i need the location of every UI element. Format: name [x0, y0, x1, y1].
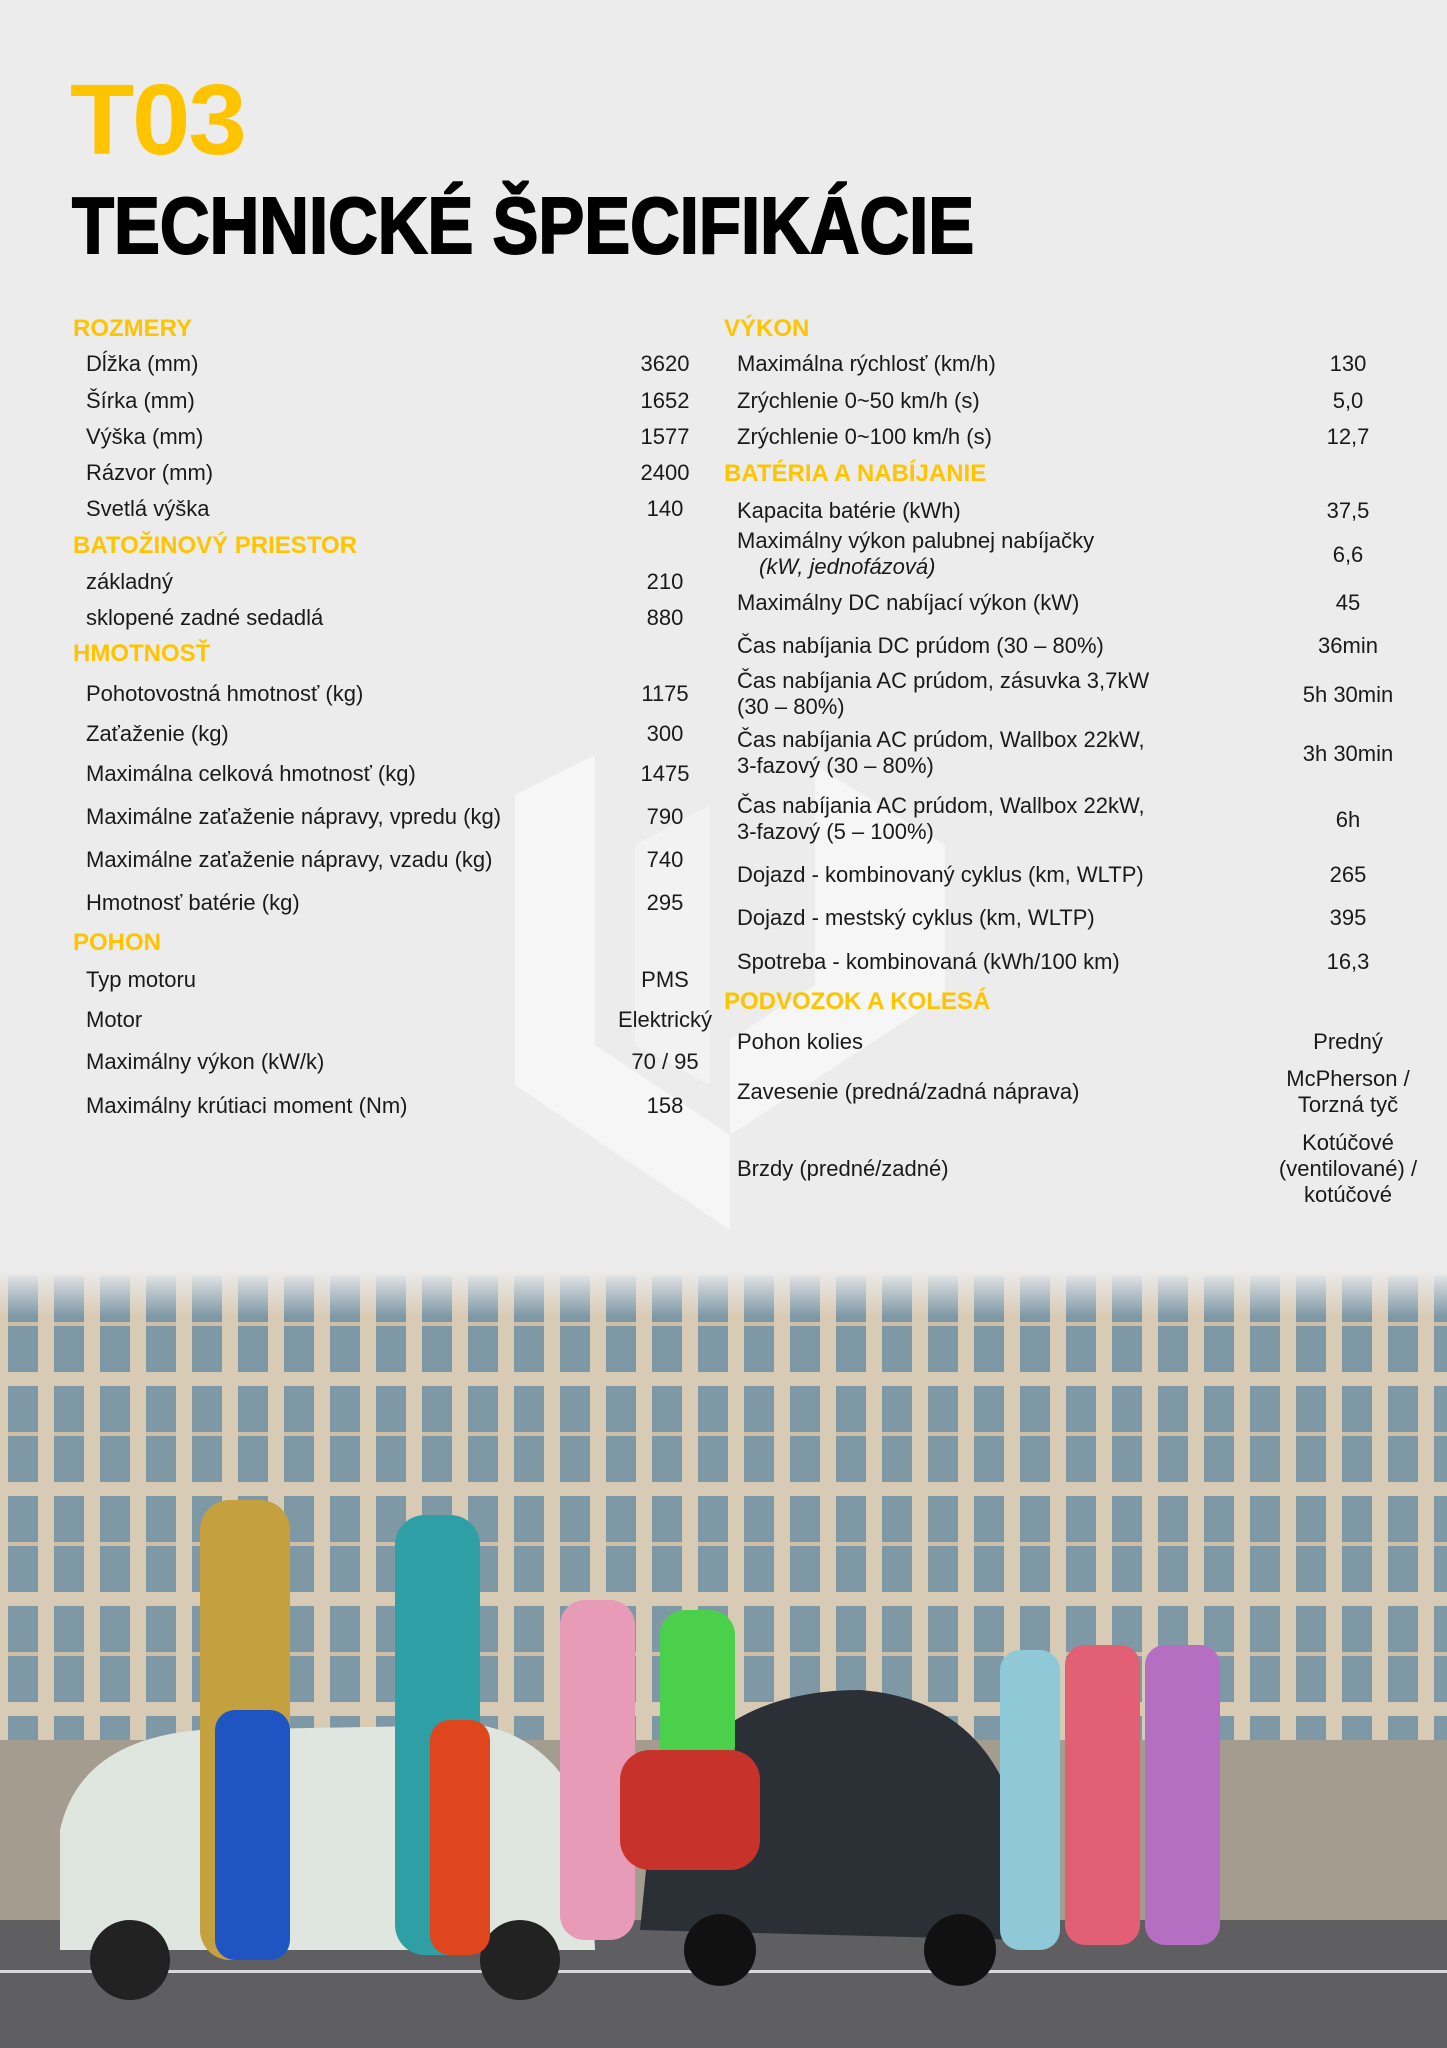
spec-label-line2: (30 – 80%)	[737, 694, 845, 719]
spec-value: 1652	[640, 388, 690, 413]
spec-label: Výška (mm)	[86, 424, 204, 449]
spec-label: Maximálny krútiaci moment (Nm)	[86, 1093, 408, 1118]
spec-label: základný	[86, 569, 173, 594]
spec-value: 3h 30min	[1302, 741, 1394, 766]
spec-label: Maximálny DC nabíjací výkon (kW)	[737, 590, 1080, 615]
model-name: T03	[70, 64, 245, 176]
spec-value: 3620	[640, 351, 690, 376]
spec-value: 130	[1329, 351, 1367, 376]
page-title: TECHNICKÉ ŠPECIFIKÁCIE	[72, 181, 975, 270]
lifestyle-photo-cars-people	[0, 1270, 1447, 2048]
spec-value: 45	[1335, 590, 1361, 615]
spec-value: 5,0	[1332, 388, 1364, 413]
spec-label: Čas nabíjania AC prúdom, Wallbox 22kW,	[737, 793, 1145, 818]
spec-label: Pohon kolies	[737, 1029, 863, 1054]
spec-value: 140	[646, 496, 684, 521]
spec-value: 1175	[641, 681, 689, 706]
spec-label: Zrýchlenie 0~100 km/h (s)	[737, 424, 992, 449]
section-heading: HMOTNOSŤ	[73, 640, 211, 667]
spec-label: Maximálne zaťaženie nápravy, vzadu (kg)	[86, 847, 493, 872]
section-heading: ROZMERY	[73, 315, 193, 342]
spec-label: Čas nabíjania AC prúdom, zásuvka 3,7kW	[737, 668, 1150, 693]
spec-value: 265	[1329, 862, 1367, 887]
spec-label: Čas nabíjania AC prúdom, Wallbox 22kW,	[737, 727, 1145, 752]
section-heading: BATÉRIA A NABÍJANIE	[724, 460, 987, 487]
spec-label-line2: 3-fazový (5 – 100%)	[737, 819, 934, 844]
spec-label-line2: (kW, jednofázová)	[759, 554, 936, 579]
spec-value: 1577	[640, 424, 690, 449]
spec-label: Dĺžka (mm)	[86, 351, 199, 376]
spec-value: 1475	[640, 761, 690, 786]
spec-label: Zaťaženie (kg)	[86, 721, 229, 746]
spec-label: Maximálny výkon palubnej nabíjačky	[737, 528, 1095, 553]
spec-value: 300	[646, 721, 684, 746]
spec-label: Brzdy (predné/zadné)	[737, 1156, 949, 1181]
spec-value: 295	[646, 890, 684, 915]
spec-value: 6,6	[1332, 542, 1364, 567]
spec-value: 36min	[1318, 633, 1378, 658]
spec-value: 210	[646, 569, 684, 594]
spec-label: Motor	[86, 1007, 143, 1032]
spec-label: sklopené zadné sedadlá	[86, 605, 324, 630]
spec-value: 37,5	[1326, 498, 1370, 523]
spec-label: Dojazd - mestský cyklus (km, WLTP)	[737, 905, 1095, 930]
section-heading: BATOŽINOVÝ PRIESTOR	[73, 532, 358, 559]
section-heading: VÝKON	[724, 315, 810, 342]
spec-value: 2400	[640, 460, 690, 485]
spec-value: 70 / 95	[631, 1049, 699, 1074]
spec-label: Spotreba - kombinovaná (kWh/100 km)	[737, 949, 1120, 974]
spec-value: 880	[646, 605, 684, 630]
spec-value: 12,7	[1326, 424, 1370, 449]
spec-label-line2: 3-fazový (30 – 80%)	[737, 753, 934, 778]
spec-value: 790	[646, 804, 684, 829]
spec-value: Kotúčové (ventilované) / kotúčové	[1278, 1130, 1418, 1207]
spec-value: 5h 30min	[1302, 682, 1394, 707]
spec-value: Predný	[1313, 1029, 1383, 1054]
spec-label: Maximálny výkon (kW/k)	[86, 1049, 325, 1074]
spec-value: 395	[1329, 905, 1367, 930]
section-heading: PODVOZOK A KOLESÁ	[724, 988, 991, 1015]
spec-label: Maximálne zaťaženie nápravy, vpredu (kg)	[86, 804, 502, 829]
spec-label: Dojazd - kombinovaný cyklus (km, WLTP)	[737, 862, 1144, 887]
spec-label: Šírka (mm)	[86, 388, 195, 413]
section-heading: POHON	[73, 929, 162, 956]
spec-label: Typ motoru	[86, 967, 197, 992]
spec-value: 16,3	[1326, 949, 1370, 974]
spec-label: Rázvor (mm)	[86, 460, 214, 485]
spec-value: 740	[646, 847, 684, 872]
spec-value: 6h	[1335, 807, 1361, 832]
spec-label: Zavesenie (predná/zadná náprava)	[737, 1079, 1080, 1104]
spec-label: Svetlá výška	[86, 496, 210, 521]
spec-label: Pohotovostná hmotnosť (kg)	[86, 681, 364, 706]
spec-label: Kapacita batérie (kWh)	[737, 498, 961, 523]
spec-value: PMS	[641, 967, 689, 992]
spec-label: Maximálna rýchlosť (km/h)	[737, 351, 996, 376]
spec-label: Hmotnosť batérie (kg)	[86, 890, 300, 915]
spec-value: McPherson / Torzná tyč	[1286, 1066, 1410, 1117]
spec-label: Maximálna celková hmotnosť (kg)	[86, 761, 416, 786]
spec-value: Elektrický	[617, 1007, 713, 1032]
spec-value: 158	[646, 1093, 684, 1118]
spec-label: Zrýchlenie 0~50 km/h (s)	[737, 388, 980, 413]
spec-label: Čas nabíjania DC prúdom (30 – 80%)	[737, 633, 1104, 658]
